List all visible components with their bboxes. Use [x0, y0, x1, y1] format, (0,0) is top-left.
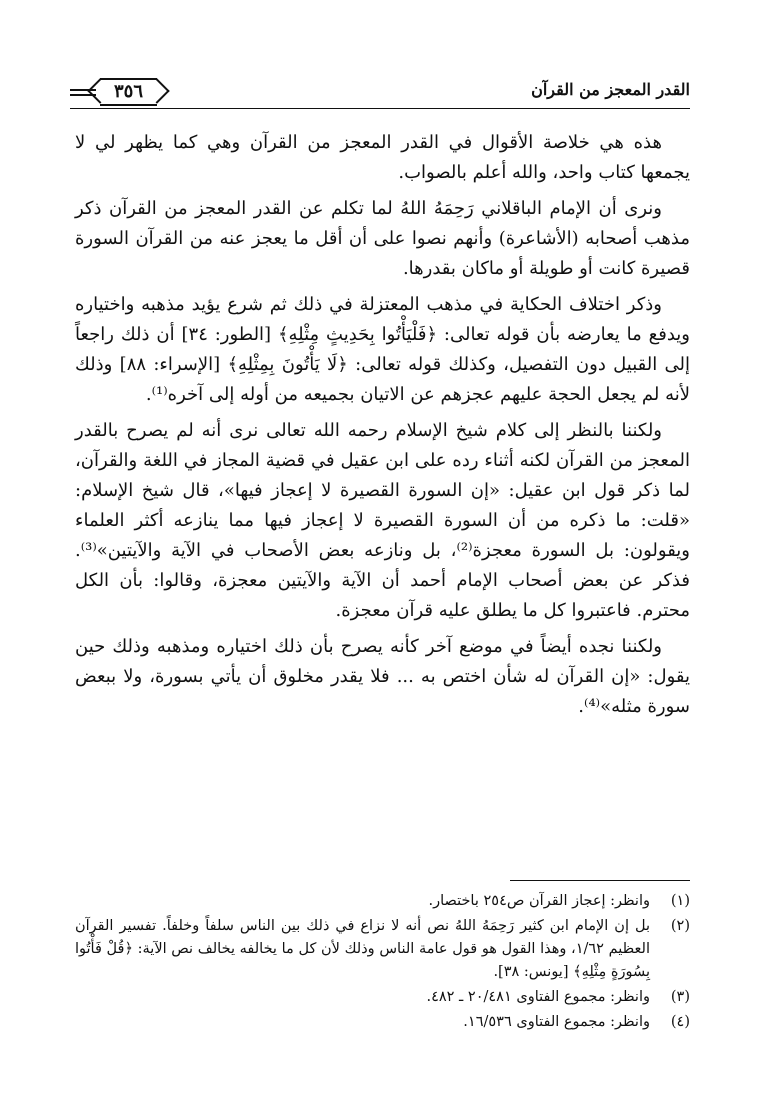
footnotes — [75, 890, 690, 1036]
footnote-number: (٤) — [670, 1014, 690, 1030]
footnote-text: وانظر: إعجاز القرآن ص٢٥٤ باختصار. — [428, 893, 650, 909]
paragraph: ولكننا نجده أيضاً في موضع آخر كأنه يصرح بأن ذلك اختياره ومذهبه وذلك حين يقول: «إن القرآن له شأن اختص به ... فلا يقدر مخلوق أن يأتي بسورة، ولا ببعض سورة مثله»⁽⁴⁾. — [75, 636, 690, 717]
footnote-number: (٣) — [670, 989, 690, 1005]
header-rule — [70, 108, 690, 109]
footnote — [75, 986, 690, 1009]
main-text — [75, 128, 690, 728]
footnote-separator — [510, 880, 690, 881]
running-title: القدر المعجز من القرآن — [531, 80, 690, 99]
footnote-text: وانظر: مجموع الفتاوى ٢٠/٤٨١ ـ ٤٨٢. — [426, 989, 650, 1005]
footnote-number: (١) — [670, 893, 690, 909]
footnote — [75, 915, 690, 984]
page-number: ٣٥٦ — [100, 78, 157, 106]
paragraph: وذكر اختلاف الحكاية في مذهب المعتزلة في ذلك ثم شرع يؤيد مذهبه واختياره ويدفع ما يعارضه بأن قوله تعالى: ﴿فَلْيَأْتُوا بِحَدِيثٍ مِثْلِهِ﴾ [الطور: ٣٤] أن ذلك راجعاً إلى القبيل دون التفصيل، وكذلك قوله تعالى: ﴿لَا يَأْتُونَ بِمِثْلِهِ﴾ [الإسراء: ٨٨] وذلك لأنه لم يجعل الحجة عليهم عجزهم عن الاتيان بجميعه من أوله إلى آخره⁽¹⁾. — [75, 294, 691, 405]
paragraph: هذه هي خلاصة الأقوال في القدر المعجز من القرآن وهي كما يظهر لي لا يجمعها كتاب واحد، والله أعلم بالصواب. — [75, 132, 690, 183]
footnote-text: وانظر: مجموع الفتاوى ١٦/٥٣٦. — [463, 1014, 650, 1030]
footnote-number: (٢) — [670, 918, 690, 934]
paragraph: ولكننا بالنظر إلى كلام شيخ الإسلام رحمه الله تعالى نرى أنه لم يصرح بالقدر المعجز من القرآن لكنه أثناء رده على ابن عقيل في قضية المجاز في اللغة والقرآن، لما ذكر قول ابن عقيل: «إن السورة القصيرة لا إعجاز فيها»، قال شيخ الإسلام: «قلت: ما ذكره من أن السورة القصيرة لا إعجاز فيها مما ينازعه أكثر العلماء ويقولون: بل السورة معجزة⁽²⁾، بل ونازعه بعض الأصحاب في الآية والآيتين»⁽³⁾. فذكر عن بعض أصحاب الإمام أحمد أن الآية والآيتين معجزة، وقالوا: بأن الكل محترم. فاعتبروا كل ما يطلق عليه قرآن معجزة. — [75, 420, 691, 621]
page-number-ornament — [70, 78, 157, 106]
footnote — [75, 1011, 690, 1034]
footnote — [75, 890, 690, 913]
paragraph: ونرى أن الإمام الباقلاني رَحِمَهُ اللهُ لما تكلم عن القدر المعجز من القرآن ذكر مذهب أصحابه (الأشاعرة) وأنهم نصوا على أن أقل ما يعجز عنه من القرآن السورة قصيرة كانت أو طويلة أو ماكان بقدرها. — [75, 198, 690, 279]
page-header — [70, 70, 690, 110]
footnote-text: بل إن الإمام ابن كثير رَحِمَهُ اللهُ نص أنه لا نزاع في ذلك بين الناس سلفاً وخلفاً. تفسير القرآن العظيم ١/٦٢، وهذا القول هو قول عامة الناس وذلك لأن كل ما يخالفه يخالف نص الآية: ﴿قُلْ فَأْتُوا بِسُورَةٍ مِثْلِهِ﴾ [يونس: ٣٨]. — [75, 918, 650, 980]
